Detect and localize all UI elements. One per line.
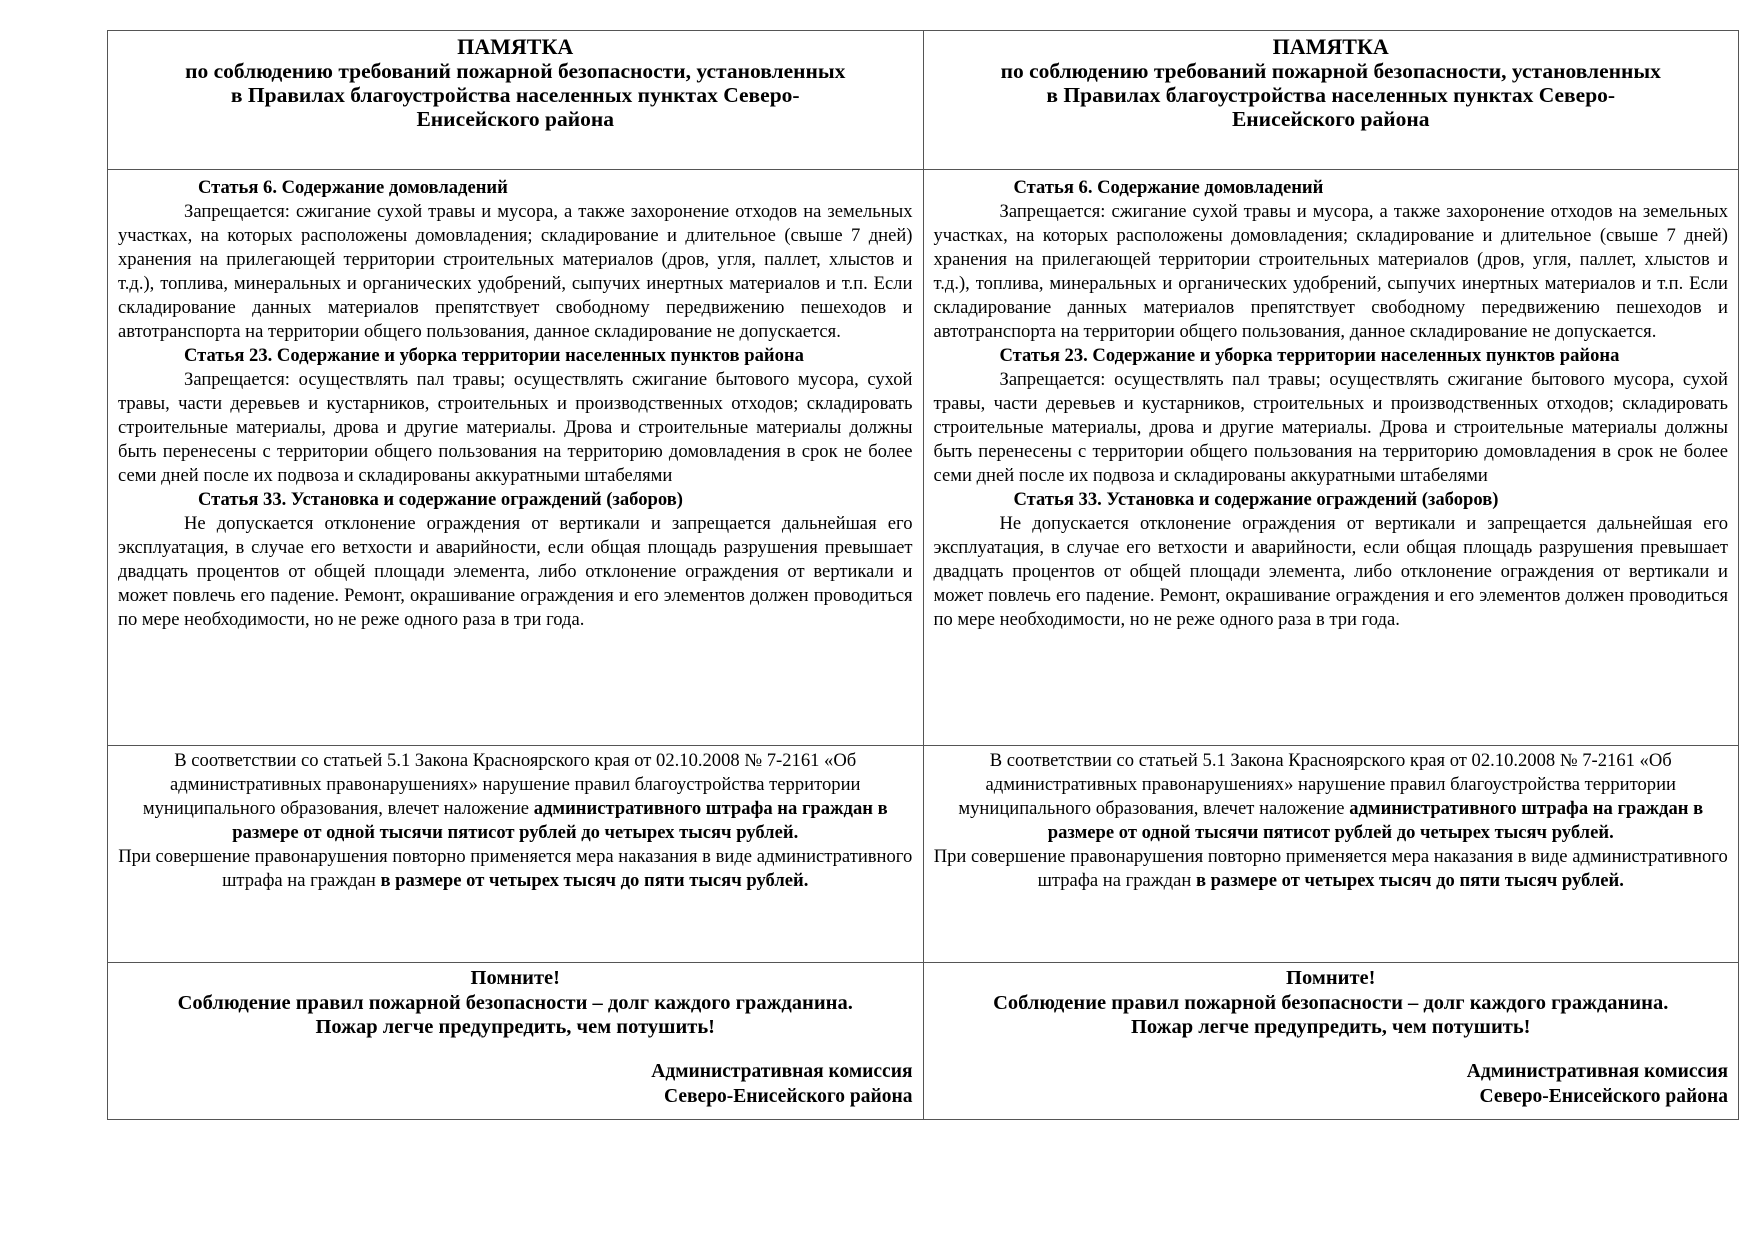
footer-right bbox=[923, 963, 1739, 1120]
signature bbox=[118, 1059, 913, 1109]
repeat-fine-text: При совершение правонарушения повторно применяется мера наказания в виде административного штрафа на граждан bbox=[933, 846, 1728, 891]
article-23-heading: Статья 23. Содержание и уборка территории населенных пунктов района bbox=[999, 345, 1620, 366]
remember-line: Соблюдение правил пожарной безопасности – долг каждого гражданина. bbox=[177, 991, 853, 1014]
fine-info-left bbox=[108, 746, 924, 963]
remember-line: Пожар легче предупредить, чем потушить! bbox=[1130, 1016, 1531, 1038]
article-33-heading: Статья 33. Установка и содержание ограждений (заборов) bbox=[198, 489, 683, 510]
memo-subtitle-line: в Правилах благоустройства населенных пунктах Северо- bbox=[1046, 83, 1616, 107]
remember-heading: Помните! bbox=[1286, 967, 1376, 989]
fine-row bbox=[108, 746, 1739, 963]
article-23-text: Запрещается: осуществлять пал травы; осуществлять сжигание бытового мусора, сухой травы, части деревьев и кустарников, строительных и производственных отходов; складировать строительные материалы, дрова и другие материалы. Дрова и строительные материалы должны быть перенесены с территории общего пользования на территорию домовладения в срок не более семи дней после их подвоза и складированы аккуратными штабелями bbox=[118, 369, 913, 486]
memo-title-right bbox=[923, 31, 1739, 170]
articles-right bbox=[923, 170, 1739, 746]
footer-row bbox=[108, 963, 1739, 1120]
remember-line: Пожар легче предупредить, чем потушить! bbox=[315, 1016, 715, 1038]
memo-subtitle-line: по соблюдению требований пожарной безопасности, установленных bbox=[1000, 59, 1661, 83]
fine-amount: административного штрафа на граждан в размере от одной тысячи пятисот рублей до четырех тысяч рублей. bbox=[232, 798, 888, 843]
repeat-fine-paragraph bbox=[116, 845, 915, 893]
fine-text: В соответствии со статьей 5.1 Закона Красноярского края от 02.10.2008 № 7-2161 «Об административных правонарушениях» нарушение правил благоустройства территории муниципального образования, влечет наложение bbox=[958, 750, 1676, 819]
memo-subtitle-line: Енисейского района bbox=[1231, 107, 1430, 131]
articles-row bbox=[108, 170, 1739, 746]
repeat-fine-paragraph bbox=[932, 845, 1731, 893]
title-row bbox=[108, 31, 1739, 170]
signature-line: Северо-Енисейского района bbox=[1479, 1085, 1728, 1107]
fine-amount: административного штрафа на граждан в размере от одной тысячи пятисот рублей до четырех тысяч рублей. bbox=[1047, 798, 1704, 843]
fine-info-right bbox=[923, 746, 1739, 963]
memo-heading: ПАМЯТКА bbox=[1272, 34, 1389, 59]
remember-heading: Помните! bbox=[470, 967, 560, 989]
article-23-text: Запрещается: осуществлять пал травы; осуществлять сжигание бытового мусора, сухой травы, части деревьев и кустарников, строительных и производственных отходов; складировать строительные материалы, дрова и другие материалы. Дрова и строительные материалы должны быть перенесены с территории общего пользования на территорию домовладения в срок не более семи дней после их подвоза и складированы аккуратными штабелями bbox=[933, 369, 1728, 486]
articles-left bbox=[108, 170, 924, 746]
signature-line: Административная комиссия bbox=[1466, 1060, 1728, 1082]
memo-heading: ПАМЯТКА bbox=[457, 34, 574, 59]
memo-table bbox=[107, 30, 1739, 1120]
signature bbox=[934, 1059, 1729, 1109]
memo-title-left bbox=[108, 31, 924, 170]
article-23-heading: Статья 23. Содержание и уборка территории населенных пунктов района bbox=[184, 345, 804, 366]
article-6-heading: Статья 6. Содержание домовладений bbox=[1013, 177, 1324, 198]
repeat-fine-text: При совершение правонарушения повторно применяется мера наказания в виде административного штрафа на граждан bbox=[118, 846, 913, 891]
memo-subtitle-line: Енисейского района bbox=[416, 107, 615, 131]
signature-line: Административная комиссия bbox=[651, 1060, 913, 1082]
article-6-text: Запрещается: сжигание сухой травы и мусора, а также захоронение отходов на земельных участках, на которых расположены домовладения; складирование и длительное (свыше 7 дней) хранения на прилегающей территории строительных материалов (дров, угля, паллет, хлыстов и т.д.), топлива, минеральных и органических удобрений, сыпучих инертных материалов и т.п. Если складирование данных материалов препятствует свободному передвижению пешеходов и автотранспорта на территории общего пользования, данное складирование не допускается. bbox=[118, 201, 913, 342]
footer-left bbox=[108, 963, 924, 1120]
memo-subtitle-line: по соблюдению требований пожарной безопасности, установленных bbox=[185, 59, 846, 83]
signature-line: Северо-Енисейского района bbox=[664, 1085, 913, 1107]
fine-paragraph bbox=[116, 749, 915, 845]
memo-subtitle-line: в Правилах благоустройства населенных пунктах Северо- bbox=[230, 83, 800, 107]
repeat-fine-amount: в размере от четырех тысяч до пяти тысяч рублей. bbox=[380, 870, 809, 891]
article-33-heading: Статья 33. Установка и содержание ограждений (заборов) bbox=[1013, 489, 1499, 510]
article-6-heading: Статья 6. Содержание домовладений bbox=[198, 177, 508, 198]
fine-text: В соответствии со статьей 5.1 Закона Красноярского края от 02.10.2008 № 7-2161 «Об административных правонарушениях» нарушение правил благоустройства территории муниципального образования, влечет наложение bbox=[142, 750, 861, 819]
fine-paragraph bbox=[932, 749, 1731, 845]
article-6-text: Запрещается: сжигание сухой травы и мусора, а также захоронение отходов на земельных участках, на которых расположены домовладения; складирование и длительное (свыше 7 дней) хранения на прилегающей территории строительных материалов (дров, угля, паллет, хлыстов и т.д.), топлива, минеральных и органических удобрений, сыпучих инертных материалов и т.п. Если складирование данных материалов препятствует свободному передвижению пешеходов и автотранспорта на территории общего пользования, данное складирование не допускается. bbox=[933, 201, 1728, 342]
article-33-text: Не допускается отклонение ограждения от вертикали и запрещается дальнейшая его эксплуатация, в случае его ветхости и аварийности, если общая площадь разрушения превышает двадцать процентов от общей площади элемента, либо отклонение ограждения от вертикали и может повлечь его падение. Ремонт, окрашивание ограждения и его элементов должен проводиться по мере необходимости, но не реже одного раза в три года. bbox=[933, 513, 1728, 630]
repeat-fine-amount: в размере от четырех тысяч до пяти тысяч рублей. bbox=[1195, 870, 1624, 891]
article-33-text: Не допускается отклонение ограждения от вертикали и запрещается дальнейшая его эксплуатация, в случае его ветхости и аварийности, если общая площадь разрушения превышает двадцать процентов от общей площади элемента, либо отклонение ограждения от вертикали и может повлечь его падение. Ремонт, окрашивание ограждения и его элементов должен проводиться по мере необходимости, но не реже одного раза в три года. bbox=[118, 513, 913, 630]
remember-line: Соблюдение правил пожарной безопасности – долг каждого гражданина. bbox=[993, 991, 1669, 1014]
